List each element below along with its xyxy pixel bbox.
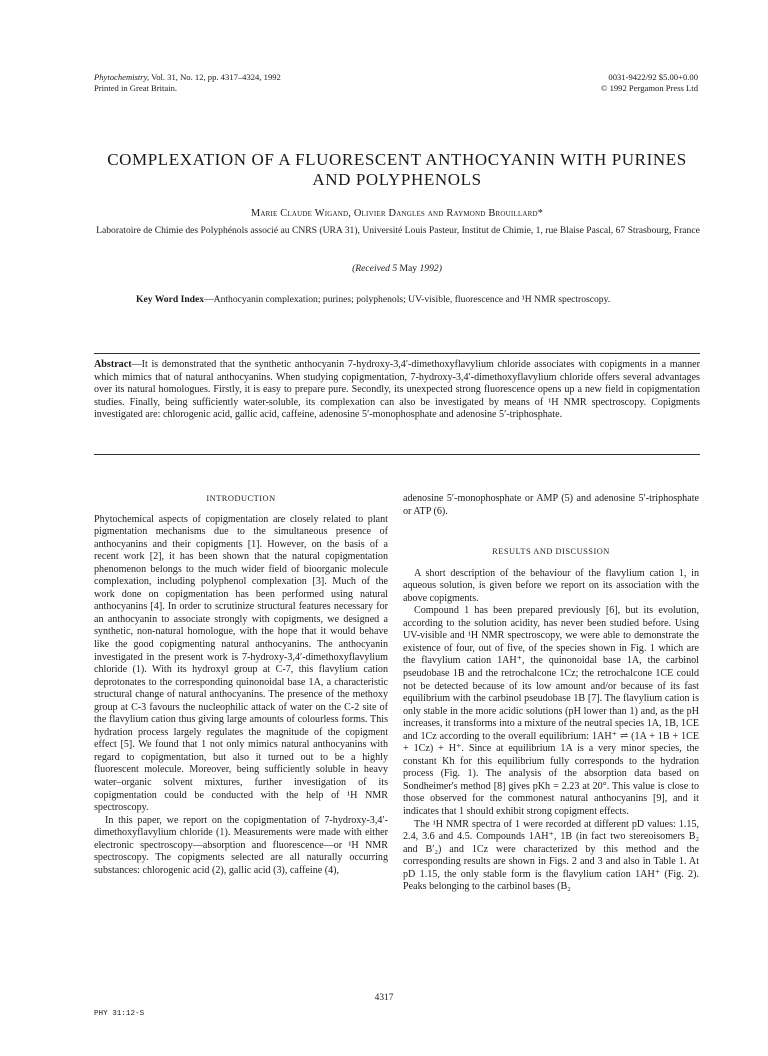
left-column: [94, 493, 388, 877]
received-prefix: (Received 5: [352, 263, 400, 274]
introduction-heading: INTRODUCTION: [206, 494, 276, 503]
journal-header-right: [601, 72, 698, 93]
abstract-bottom-rule: [94, 454, 700, 455]
keyword-text: —Anthocyanin complexation; purines; polyphenols; UV-visible, fluorescence and ¹H NMR spectroscopy.: [204, 294, 611, 305]
article-title: COMPLEXATION OF A FLUORESCENT ANTHOCYANIN WITH PURINES AND POLYPHENOLS: [107, 150, 687, 189]
results-paragraph-1: A short description of the behaviour of the flavylium cation 1, in aqueous solution, is given before we report on its association with the above copigments.: [403, 567, 699, 604]
journal-name: Phytochemistry,: [94, 72, 150, 82]
intro-continuation: adenosine 5′-monophosphate or AMP (5) and adenosine 5′-triphosphate or ATP (6).: [403, 493, 699, 517]
article-authors: Marie Claude Wigand, Olivier Dangles and Raymond Brouillard*: [250, 208, 544, 219]
intro-paragraph-2: In this paper, we report on the copigmentation of 7-hydroxy-3,4′-dimethoxyflavylium chloride (1). Measurements were made with either electronic spectroscopy—absorption and fluorescence—or ¹H NMR spectroscopy. The copigments selected are all naturally occurring substances: chlorogenic acid (2), gallic acid (3), caffeine (4),: [94, 814, 388, 876]
author-affiliation: Laboratoire de Chimie des Polyphénols associé au CNRS (URA 31), Université Louis Pasteur, Institut de Chimie, 1, rue Blaise Pascal, 67 Strasbourg, France: [96, 225, 700, 236]
received-date: [90, 263, 704, 274]
abstract-label: Abstract: [94, 359, 132, 370]
keyword-index: [136, 294, 666, 306]
right-column: [403, 493, 699, 894]
page-number: 4317: [374, 993, 394, 1003]
keyword-label: Key Word Index: [136, 294, 205, 305]
intro-paragraph-1: Phytochemical aspects of copigmentation are closely related to plant pigmentation mechanisms due to the simultaneous presence of anthocyanins and their copigments [1]. However, on the basis of a recent work [2], it has been shown that the natural copigmentation phenomenon belongs to the much wider field of bioorganic molecule complexation, including polyphenol complexation [3]. Much of the work done on copigmentation has been performed using natural anthocyanins [4]. In order to scrutinize structural features necessary for an anthocyanin to associate strongly with copigments, we designed a synthetic, non-natural homologue, with the hope that it would behave like the good copigmenting natural anthocyanins. The anthocyanin investigated in the present work is 7-hydroxy-3,4′-dimethoxyflavylium chloride (1). With its hydroxyl group at C-7, this flavylium cation deprotonates to the corresponding quinonoidal base 1A, a characteristic structural change of natural anthocyanins. The presence of the methoxy group at C-3 favours the nucleophilic attack of water on the C-2 site of the flavylium cation thus giving large amounts of colourless forms. This hydration process largely regulates the magnitude of the copigment effect [5]. We found that 1 not only mimics natural anthocyanins with regard to copigmentation, but also it turned out to be a highly fluorescent molecule. Moreover, being sufficiently soluble in heavy water–organic solvent mixtures, further investigation of its copigmentation could be conducted with the help of ¹H NMR spectroscopy.: [94, 513, 388, 814]
results-paragraph-3: The ¹H NMR spectra of 1 were recorded at different pD values: 1.15, 2.4, 3.6 and 4.5. Compounds 1AH⁺, 1B (in fact two stereoisomers B₂ and B′₂) and 1Cz were characterized by this method and the corresponding results are shown in Figs. 2 and 3 and also in Table 1. At pD 1.15, the only stable form is the flavylium cation 1AH⁺ (Fig. 2). Peaks belonging to the carbinol bases (B₂: [403, 818, 699, 893]
results-heading: RESULTS AND DISCUSSION: [492, 547, 610, 557]
results-paragraph-2: Compound 1 has been prepared previously [6], but its evolution, according to the solution acidity, has never been studied before. Using UV-visible and ¹H NMR spectroscopy, we were able to demonstrate the existence of four, out of five, of the species shown in Fig. 1 which are the flavylium cation 1AH⁺, the quinonoidal base 1A, the carbinol pseudobase 1B and the retrochalcone 1Cz; the retrochalcone 1CE could not be detected because of its low amount and/or because of its fast equilibrium with the carbinol pseudobase 1B [7]. The flavylium cation is only stable in the more acidic solutions (pH lower than 1) and, as the pH increases, it transforms into a mixture of the neutral species 1A, 1B, 1CE and 1Cz according to the overall equilibrium: 1AH⁺ ⇌ (1A + 1B + 1CE + 1Cz) + H⁺. Since at equilibrium 1A is a very minor species, the constant Kh for this equilibrium fully corresponds to the hydration process (Fig. 1). The analysis of the absorption data based on Sondheimer's method [8] gives pKh = 2.23 at 20°. This value is close to those observed for the commonest natural anthocyanins [9], and it indicates that 1 should exhibit strong copigment effects.: [403, 605, 699, 818]
received-suffix: 1992): [417, 263, 442, 274]
journal-header-left: [94, 72, 281, 93]
abstract: [94, 359, 700, 422]
received-month: May: [399, 263, 418, 274]
journal-citation: Vol. 31, No. 12, pp. 4317–4324, 1992: [149, 72, 281, 82]
abstract-text: —It is demonstrated that the synthetic anthocyanin 7-hydroxy-3,4′-dimethoxyflavylium chloride associates with copigments in a manner which mimics that of natural anthocyanins. When studying copigmentation, 7-hydroxy-3,4′-dimethoxyflavylium chloride offers several advantages over its natural homologues. Firstly, it is easy to prepare pure. Secondly, its unexpected strong fluorescence opens up a new field in copigmentation studies. Finally, being sufficiently water-soluble, its complexation can also be investigated by means of ¹H NMR spectroscopy. Copigments investigated are: chlorogenic acid, gallic acid, caffeine, adenosine 5′-monophosphate and adenosine 5′-triphosphate.: [94, 359, 700, 421]
copyright-line: © 1992 Pergamon Press Ltd: [600, 82, 698, 93]
issn-price: 0031-9422/92 $5.00+0.00: [608, 72, 698, 82]
printed-note: Printed in Great Britain.: [94, 82, 178, 93]
footer-code: PHY 31:12-S: [94, 1010, 145, 1018]
abstract-top-rule: [94, 353, 700, 354]
